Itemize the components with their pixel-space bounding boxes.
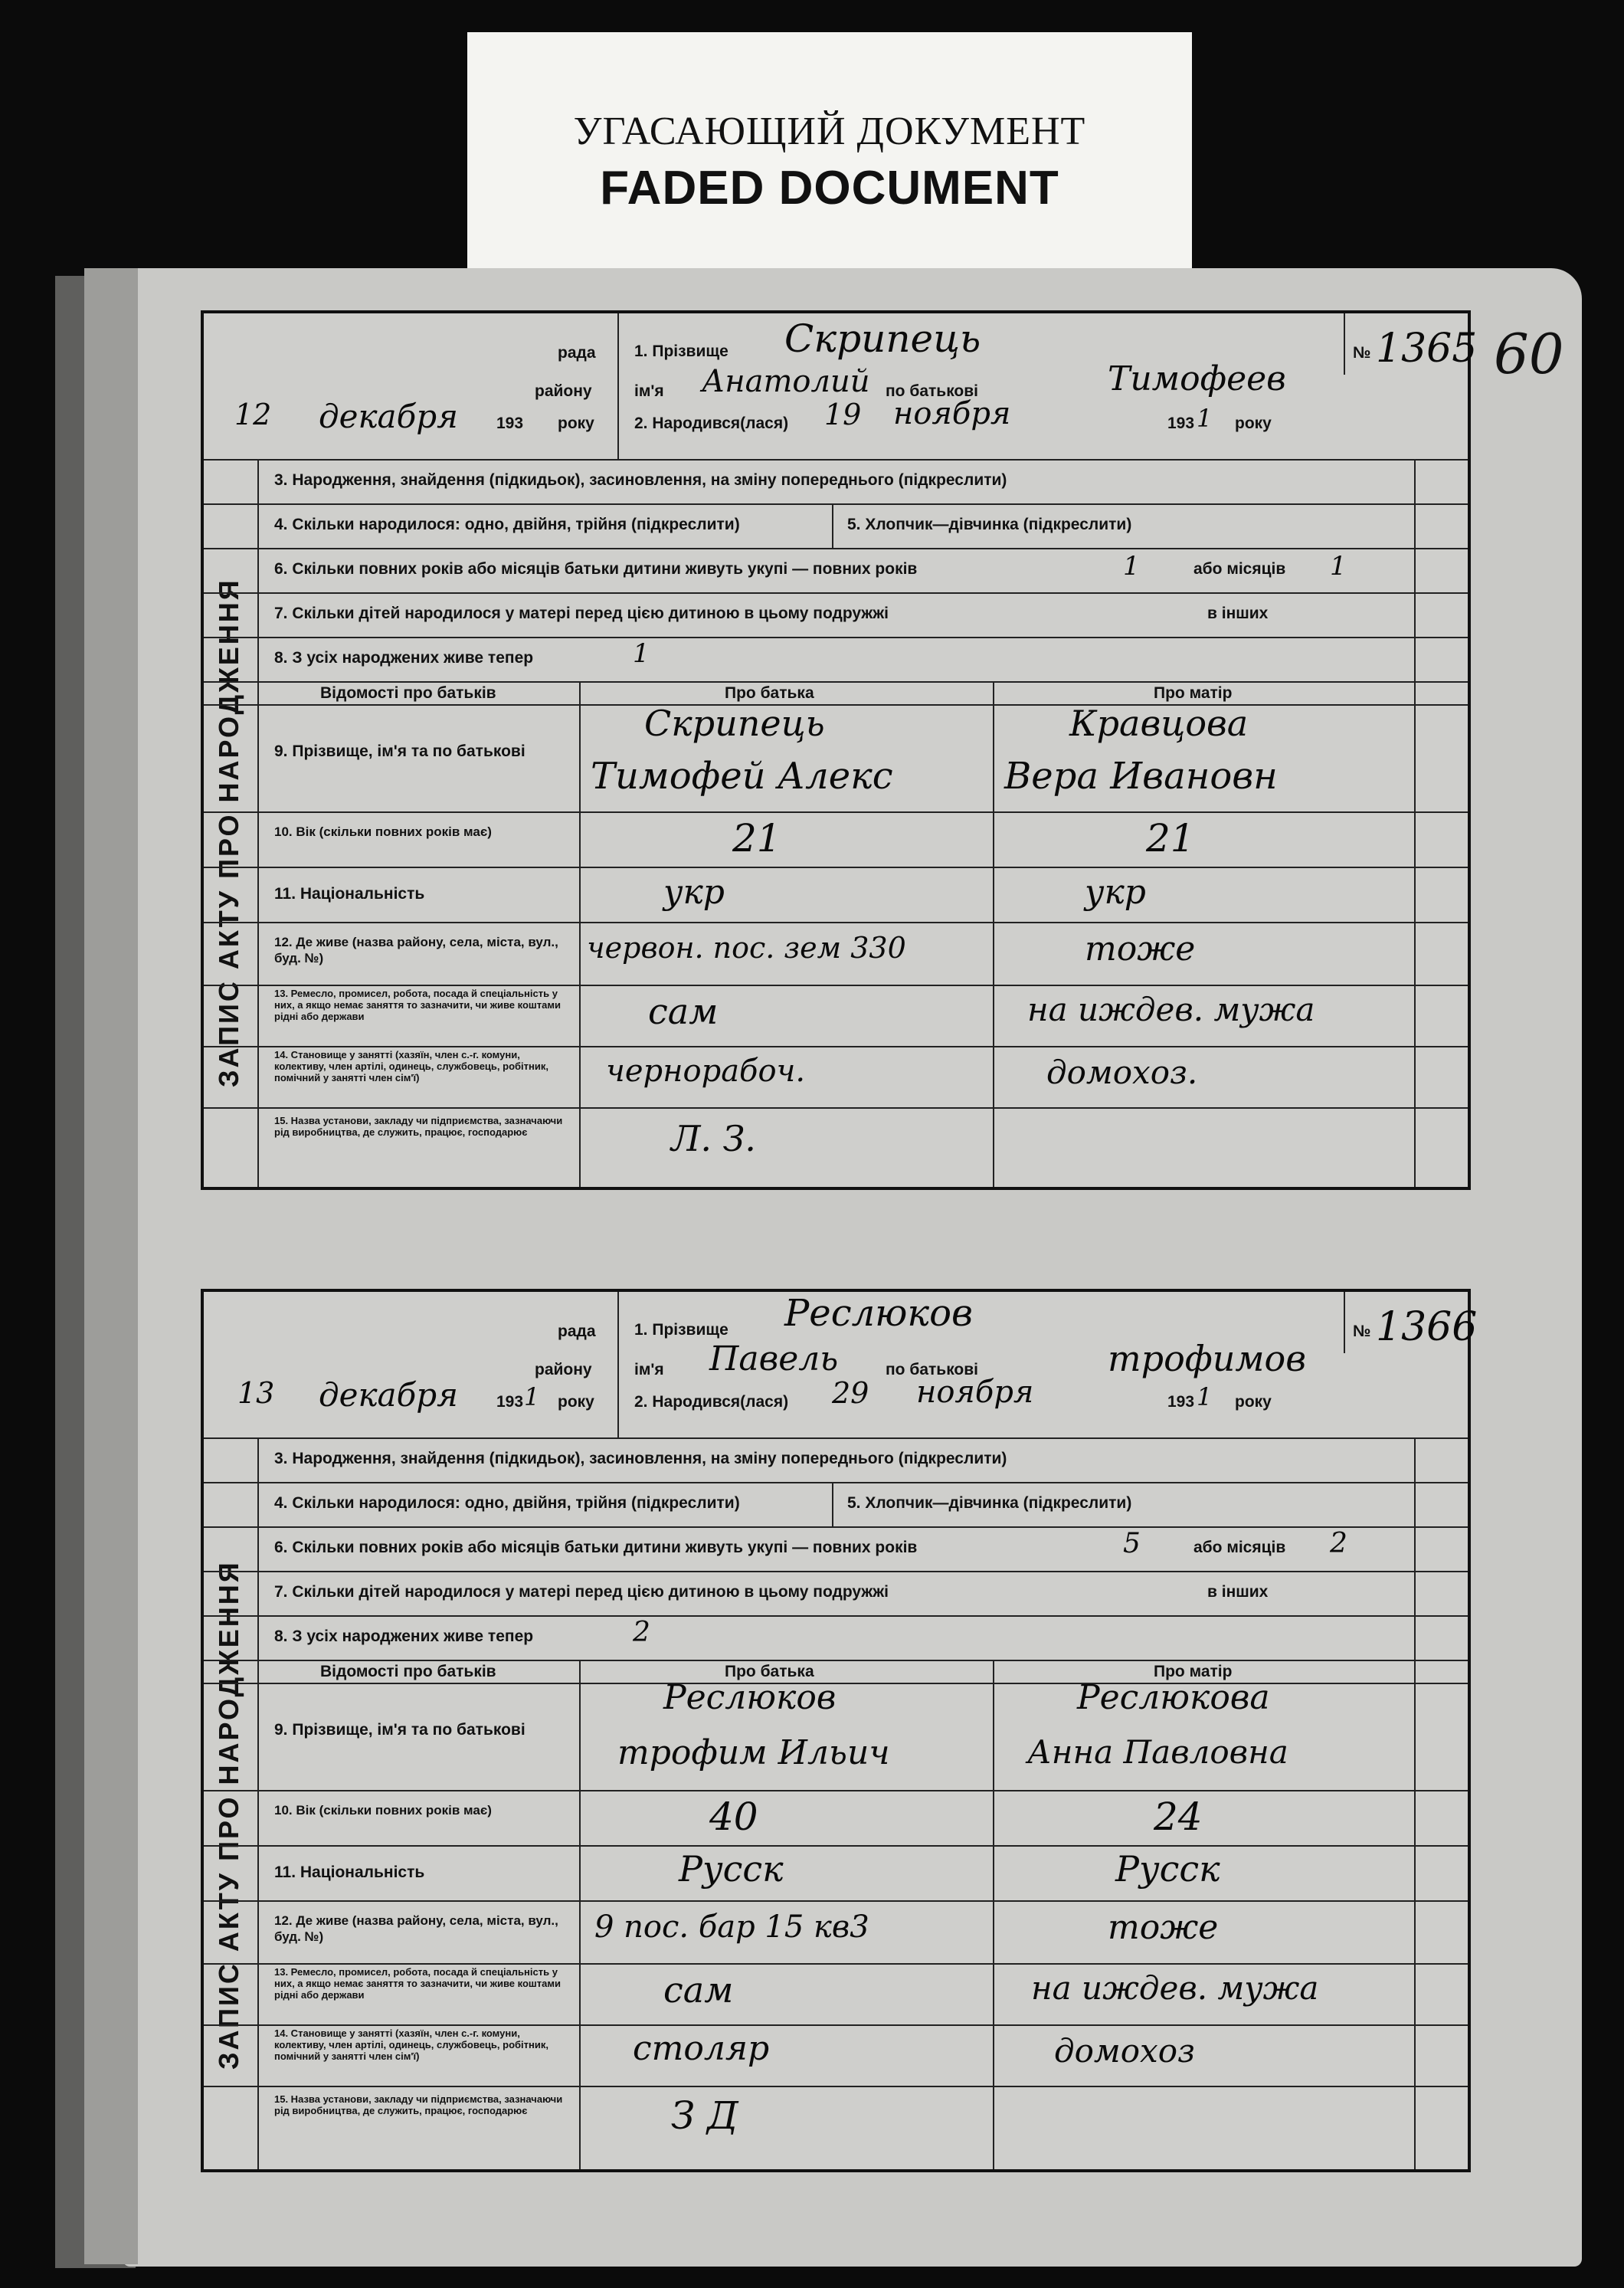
child-surname: Реслюков	[784, 1292, 973, 1335]
r10-label: 10. Вік (скільки повних років має)	[274, 1803, 492, 1818]
r11-label: 11. Національність	[274, 885, 425, 903]
father-residence: 9 пос. бар 15 кв3	[594, 1909, 869, 1945]
r15-label: 15. Назва установи, закладу чи підприємства, зазначаючи рід виробництва, де служить, працює, господарює	[274, 2093, 563, 2116]
surname-label: 1. Прізвище	[634, 343, 729, 360]
years-together: 1	[1123, 551, 1140, 582]
record-number: 1365	[1376, 326, 1478, 372]
r9-label: 9. Прізвище, ім'я та по батькові	[274, 1721, 526, 1739]
parents-header: Відомості про батьків	[320, 684, 496, 702]
mother-header: Про матір	[1154, 684, 1233, 702]
r9-label: 9. Прізвище, ім'я та по батькові	[274, 742, 526, 760]
vertical-title: ЗАПИС АКТУ ПРО НАРОДЖЕННЯ	[213, 578, 244, 1087]
child-patronymic: трофимов	[1108, 1338, 1306, 1379]
label-russian: УГАСАЮЩИЙ ДОКУМЕНТ	[573, 110, 1086, 153]
number-sign: №	[1353, 344, 1371, 362]
reg-year-digit: 1	[524, 1382, 540, 1411]
vertical-title: ЗАПИС АКТУ ПРО НАРОДЖЕННЯ	[213, 1560, 244, 2070]
surname-label: 1. Прізвище	[634, 1321, 729, 1339]
father-position: чернорабоч.	[606, 1054, 806, 1089]
birth-year-label: 193	[1167, 1393, 1195, 1411]
r14-label: 14. Становище у занятті (хазяїн, член с.-г. комуни, колективу, член артілі, одинець, службовець, робітник, помічний у занятті член сім'ї)	[274, 1049, 548, 1083]
birth-record-1366	[201, 1289, 1478, 2172]
r11-label: 11. Національність	[274, 1864, 425, 1881]
page-number: 60	[1494, 322, 1564, 386]
r10-row	[204, 1790, 1468, 1847]
reg-day: 13	[237, 1376, 275, 1410]
father-occupation: сам	[648, 991, 719, 1032]
raion-label: району	[535, 1361, 592, 1378]
year-label: 193	[496, 415, 524, 432]
q7-label: 7. Скільки дітей народилося у матері перед цією дитиною в цьому подружжі	[274, 605, 889, 622]
mother-age: 24	[1154, 1795, 1203, 1839]
roku-label-2: року	[1235, 415, 1272, 432]
child-name: Павель	[709, 1339, 839, 1378]
father-age: 21	[732, 816, 781, 860]
father-residence: червон. пос. зем 330	[587, 931, 906, 965]
mother-age: 21	[1146, 816, 1195, 860]
reg-month: декабря	[319, 1376, 458, 1414]
alive-now: 2	[633, 1617, 650, 1648]
birth-year-digit: 1	[1197, 1382, 1213, 1411]
years-together: 5	[1123, 1528, 1141, 1559]
father-nationality: укр	[663, 873, 725, 912]
born-label: 2. Народився(лася)	[634, 1393, 789, 1411]
mother-position: домохоз	[1054, 2032, 1195, 2070]
reg-month: декабря	[319, 398, 458, 435]
q7-other-label: в інших	[1207, 605, 1269, 622]
father-position: столяр	[633, 2029, 770, 2068]
father-given-names: трофим Ильич	[617, 1733, 890, 1772]
birth-day: 29	[832, 1376, 869, 1410]
birth-record-1365	[201, 310, 1478, 1190]
patronymic-label: по батькові	[886, 1361, 978, 1378]
child-name: Анатолий	[702, 364, 870, 399]
faded-document-label	[467, 32, 1192, 276]
alive-now: 1	[633, 638, 650, 669]
mother-header: Про матір	[1154, 1663, 1233, 1680]
father-header: Про батька	[725, 1663, 814, 1680]
parents-header: Відомості про батьків	[320, 1663, 496, 1680]
birth-year-label: 193	[1167, 415, 1195, 432]
birth-day: 19	[824, 398, 862, 431]
q6-label: 6. Скільки повних років або місяців батьки дитини живуть укупі — повних років	[274, 1539, 918, 1556]
mother-surname: Кравцова	[1069, 703, 1249, 744]
year-label: 193	[496, 1393, 524, 1411]
r12-label: 12. Де живе (назва району, села, міста, вул., буд. №)	[274, 935, 558, 965]
q3-label: 3. Народження, знайдення (підкидьок), засиновлення, на зміну попереднього (підкреслити)	[274, 471, 1007, 489]
q6-months-label: або місяців	[1193, 560, 1286, 578]
q5-label: 5. Хлопчик—дівчинка (підкреслити)	[847, 516, 1132, 533]
r13-label: 13. Ремесло, промисел, робота, посада й спеціальність у них, а якщо немає заняття то зазначити, чи живе коштами рідні або держави	[274, 988, 561, 1022]
q6-months-label: або місяців	[1193, 1539, 1286, 1556]
q4-label: 4. Скільки народилося: одно, двійня, трійня (підкреслити)	[274, 1494, 740, 1512]
birth-month: ноября	[893, 396, 1011, 431]
q4-label: 4. Скільки народилося: одно, двійня, трійня (підкреслити)	[274, 516, 740, 533]
mother-given-names: Анна Павловна	[1027, 1733, 1288, 1771]
number-sign: №	[1353, 1323, 1371, 1340]
roku-label: року	[558, 415, 594, 432]
father-header: Про батька	[725, 684, 814, 702]
child-patronymic: Тимофеев	[1108, 359, 1286, 398]
r10-row	[204, 811, 1468, 868]
q7-other-label: в інших	[1207, 1583, 1269, 1601]
mother-position: домохоз.	[1046, 1054, 1198, 1091]
father-surname: Скрипець	[644, 703, 825, 744]
birth-year-digit: 1	[1197, 404, 1213, 433]
r12-label: 12. Де живе (назва району, села, міста, вул., буд. №)	[274, 1913, 558, 1944]
father-workplace: З Д	[671, 2093, 738, 2138]
mother-residence: тоже	[1085, 929, 1196, 969]
name-label: ім'я	[634, 382, 664, 400]
r13-label: 13. Ремесло, промисел, робота, посада й спеціальність у них, а якщо немає заняття то зазначити, чи живе коштами рідні або держави	[274, 1966, 561, 2001]
months-together: 1	[1330, 551, 1347, 582]
rada-label: рада	[558, 1323, 596, 1340]
mother-nationality: укр	[1085, 873, 1146, 912]
r15-label: 15. Назва установи, закладу чи підприємства, зазначаючи рід виробництва, де служить, працює, господарює	[274, 1115, 563, 1138]
r10-label: 10. Вік (скільки повних років має)	[274, 824, 492, 839]
father-surname: Реслюков	[663, 1678, 837, 1717]
father-nationality: Русск	[679, 1848, 784, 1890]
q8-label: 8. З усіх народжених живе тепер	[274, 1627, 534, 1645]
rada-label: рада	[558, 344, 596, 362]
mother-occupation: на иждев. мужа	[1027, 991, 1315, 1028]
label-english: FADED DOCUMENT	[600, 162, 1059, 215]
mother-residence: тоже	[1108, 1908, 1219, 1947]
father-workplace: Л. З.	[671, 1118, 756, 1159]
q6-label: 6. Скільки повних років або місяців батьки дитини живуть укупі — повних років	[274, 560, 918, 578]
father-age: 40	[709, 1795, 758, 1839]
q3-label: 3. Народження, знайдення (підкидьок), засиновлення, на зміну попереднього (підкреслити)	[274, 1450, 1007, 1467]
page-edge	[84, 268, 138, 2264]
q8-label: 8. З усіх народжених живе тепер	[274, 649, 534, 667]
mother-nationality: Русск	[1115, 1848, 1220, 1890]
r14-label: 14. Становище у занятті (хазяїн, член с.-г. комуни, колективу, член артілі, одинець, службовець, робітник, помічний у занятті член сім'ї)	[274, 2027, 548, 2062]
mother-occupation: на иждев. мужа	[1031, 1969, 1319, 2007]
father-given-names: Тимофей Алекс	[591, 755, 893, 798]
patronymic-label: по батькові	[886, 382, 978, 400]
months-together: 2	[1330, 1528, 1347, 1559]
q5-label: 5. Хлопчик—дівчинка (підкреслити)	[847, 1494, 1132, 1512]
roku-label-2: року	[1235, 1393, 1272, 1411]
child-surname: Скрипець	[784, 316, 981, 361]
name-label: ім'я	[634, 1361, 664, 1378]
record-number: 1366	[1376, 1304, 1478, 1350]
q7-label: 7. Скільки дітей народилося у матері перед цією дитиною в цьому подружжі	[274, 1583, 889, 1601]
birth-month: ноября	[916, 1375, 1034, 1410]
born-label: 2. Народився(лася)	[634, 415, 789, 432]
father-occupation: сам	[663, 1969, 734, 2011]
raion-label: району	[535, 382, 592, 400]
roku-label: року	[558, 1393, 594, 1411]
mother-given-names: Вера Ивановн	[1004, 755, 1278, 798]
reg-day: 12	[234, 398, 272, 431]
mother-surname: Реслюкова	[1077, 1678, 1270, 1717]
